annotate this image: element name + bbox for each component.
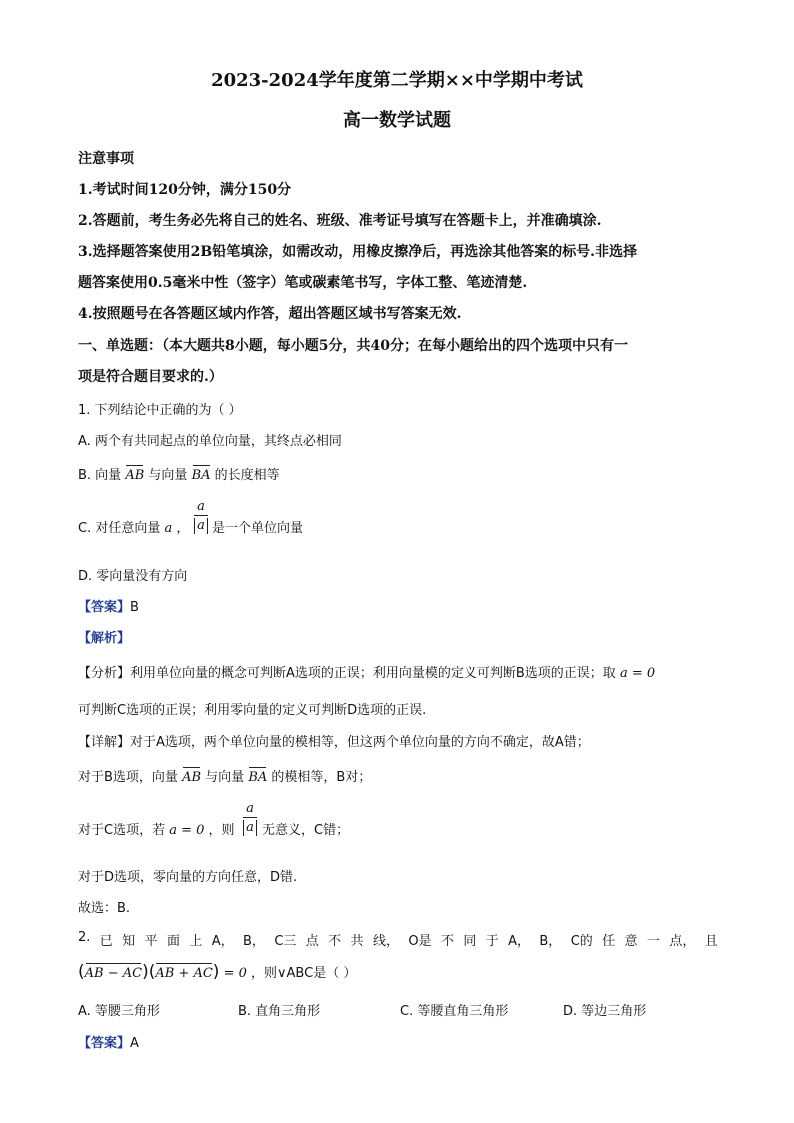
q2-option-a: A. 等腰三角形	[78, 1004, 160, 1019]
q1-detail-a: 【详解】对于A选项，两个单位向量的模相等，但这两个单位向量的方向不确定，故A错；	[78, 735, 590, 750]
notice-item-3a: 3.选择题答案使用2B铅笔填涂，如需改动，用橡皮擦净后，再选涂其他答案的标号.非选择	[78, 244, 638, 260]
fraction-line	[194, 515, 208, 516]
q1-detail-c-tail: 无意义，C错；	[262, 823, 350, 838]
vector-expression: AB + AC	[155, 966, 213, 981]
notice-heading: 注意事项	[78, 151, 134, 167]
vector-a: a	[164, 521, 173, 536]
notice-item-3b: 题答案使用0.5毫米中性（签字）笔或碳素笔书写，字体工整、笔迹清楚.	[78, 275, 528, 291]
exam-title: 2023-2024学年度第二学期××中学期中考试	[211, 70, 583, 91]
notice-item-1: 1.考试时间120分钟，满分150分	[78, 182, 292, 198]
q1-option-a: A. 两个有共同起点的单位向量，其终点必相同	[78, 434, 342, 449]
q2-option-d: D. 等边三角形	[563, 1004, 647, 1019]
vector-ab: AB	[182, 770, 202, 785]
q2-option-c: C. 等腰直角三角形	[400, 1004, 509, 1019]
q1-option-b: B. 向量 AB 与向量 BA 的长度相等	[78, 468, 280, 483]
vector-ba: BA	[191, 468, 211, 483]
section-heading-b: 项是符合题目要求的.）	[78, 369, 223, 385]
q1-detail-b: 对于B选项，向量 AB 与向量 BA 的模相等，B对；	[78, 770, 372, 785]
vector-ba: BA	[248, 770, 268, 785]
eq-a-zero: a = 0	[619, 666, 656, 681]
exam-subtitle: 高一数学试题	[343, 110, 451, 131]
fraction-numerator: a	[246, 801, 254, 816]
q2-stem-line1: 2. 已 知 平 面 上 A， B， C三 点 不 共 线， O是 不 同 于 A， B， C的 任 意 一 点， 且	[78, 930, 718, 949]
notice-item-2: 2.答题前，考生务必先将自己的姓名、班级、准考证号填写在答题卡上，并准确填涂.	[78, 213, 602, 229]
fraction-denominator: a	[243, 820, 257, 836]
q1-fenxi-line1: 【分析】利用单位向量的概念可判断A选项的正误；利用向量模的定义可判断B选项的正误；取 a = 0	[78, 666, 656, 681]
q2-stem-line2: (AB − AC)(AB + AC) = 0 ，则∨ABC是（ ）	[78, 962, 357, 982]
vector-expression: AB − AC	[84, 966, 143, 981]
q1-answer: 【答案】B	[78, 600, 139, 615]
q1-choose: 故选：B.	[78, 901, 131, 916]
q1-stem: 1. 下列结论中正确的为（ ）	[78, 403, 242, 418]
section-heading-a: 一、单选题：（本大题共8小题，每小题5分，共40分；在每小题给出的四个选项中只有一	[78, 338, 628, 354]
q1-analysis-tag: 【解析】	[78, 631, 131, 646]
vector-ab: AB	[125, 468, 145, 483]
q1-detail-c: 对于C选项，若 a = 0 ，则	[78, 823, 235, 838]
q1-option-d: D. 零向量没有方向	[78, 569, 188, 584]
notice-item-4: 4.按照题号在各答题区域内作答，超出答题区域书写答案无效.	[78, 306, 462, 322]
q1-detail-d: 对于D选项，零向量的方向任意，D错.	[78, 870, 298, 885]
q1-fenxi-line2: 可判断C选项的正误；利用零向量的定义可判断D选项的正误.	[78, 703, 427, 718]
q2-option-b: B. 直角三角形	[238, 1004, 321, 1019]
q1-option-c-tail: 是一个单位向量	[212, 521, 304, 536]
q1-detail-fraction	[243, 802, 257, 836]
fraction-denominator: a	[194, 518, 208, 534]
q1-fraction	[194, 500, 208, 534]
fraction-line	[243, 817, 257, 818]
q1-option-c: C. 对任意向量 a ，	[78, 521, 190, 536]
fraction-numerator: a	[197, 499, 205, 514]
q2-answer: 【答案】A	[78, 1036, 139, 1051]
eq-a-zero: a = 0	[169, 823, 205, 838]
